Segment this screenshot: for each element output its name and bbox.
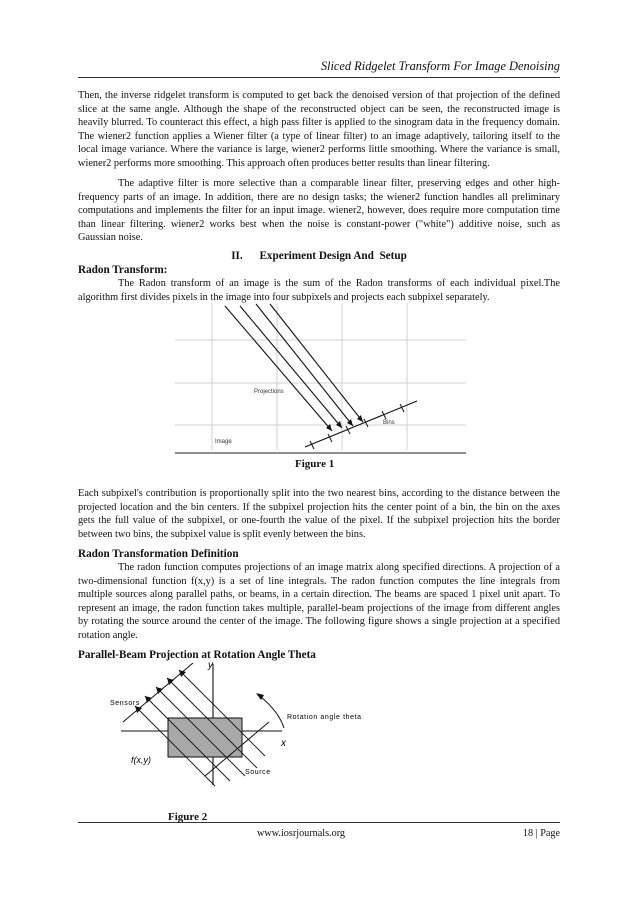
footer-rule — [78, 822, 560, 823]
label-rotation-angle: Rotation angle theta — [287, 714, 362, 721]
label-x: x — [281, 738, 286, 749]
figure-1-diagram — [170, 303, 470, 457]
subheading-radon-definition: Radon Transformation Definition — [78, 548, 239, 560]
label-sensors: Sensors — [110, 700, 140, 707]
grid-lines — [175, 303, 466, 450]
bins-axis — [305, 401, 417, 447]
paragraph-subpixel-contribution: Each subpixel's contribution is proportionally split into the two nearest bins, according to the distance between the projected location and the bin centers. If the subpixel projection hits the center point of a bin, the bin on the axes gets the full value of the subpixel, or one-fourth the value of the pixel. If the subpixel projection hits the border between two bins, the subpixel value is split evenly between the bins. — [78, 488, 560, 540]
label-fxy: f(x,y) — [131, 755, 151, 765]
footer-website: www.iosrjournals.org — [257, 828, 346, 839]
footer-page-number: 18 | Page — [522, 828, 560, 839]
ray-arrowheads — [326, 415, 363, 431]
beam-arrowheads — [135, 670, 186, 713]
label-bins: Bins — [383, 420, 395, 426]
figure-1-caption: Figure 1 — [295, 458, 335, 470]
bin-ticks — [310, 404, 404, 449]
running-title: Sliced Ridgelet Transform For Image Denoising — [320, 59, 560, 73]
section-heading-experiment: II. Experiment Design And Setup — [231, 250, 407, 262]
rotation-arc — [260, 696, 284, 728]
header-rule — [78, 77, 560, 78]
label-projections: Projections — [254, 389, 284, 395]
subheading-radon-transform: Radon Transform: — [78, 264, 168, 276]
figure-2-caption: Figure 2 — [168, 811, 208, 823]
figure-2-diagram — [95, 660, 395, 788]
paragraph-wiener: Then, the inverse ridgelet transform is computed to get back the denoised version of that projection of the defined slice at the same angle. Although the shape of the reconstructed object can be seen, the reconstructed image is heavily blurred. To counteract this effect, a high pass filter is applied to the sinogram data in the frequency domain. The wiener2 function applies a Wiener filter (a type of linear filter) to an image adaptively, tailoring itself to the local image variance. Where the variance is large, wiener2 performs little smoothing. Where the variance is small, wiener2 performs more smoothing. This approach often produces better results than linear filtering. — [78, 90, 560, 169]
object-fxy — [168, 718, 242, 757]
paragraph-radon-definition: The radon function computes projections of an image matrix along specified directions. A projection of a two-dimensional function f(x,y) is a set of line integrals. The radon function computes the line integrals from multiple sources along parallel paths, or beams, in a certain direction. The beams are spaced 1 pixel unit apart. To represent an image, the radon function takes multiple, parallel-beam projections of the image from different angles by rotating the source around the center of the image. The following figure shows a single projection at a specified rotation angle. — [78, 562, 560, 641]
paragraph-radon-transform: The Radon transform of an image is the sum of the Radon transforms of each individual pixel.The algorithm first divides pixels in the image into four subpixels and projects each subpixel separately. — [78, 278, 560, 303]
label-source: Source — [245, 769, 271, 776]
label-y: y — [208, 660, 213, 671]
subheading-parallel-beam: Parallel-Beam Projection at Rotation Angle Theta — [78, 649, 316, 661]
label-image: Image — [215, 439, 232, 445]
paragraph-adaptive-filter: The adaptive filter is more selective than a comparable linear filter, preserving edges and other high-frequency parts of an image. In addition, there are no design tasks; the wiener2 function handles all preliminary computations and implements the filter for an input image. wiener2, however, does require more computation time than linear filtering. wiener2 works best when the noise is constant-power ("white") additive noise, such as Gaussian noise. — [78, 178, 560, 244]
